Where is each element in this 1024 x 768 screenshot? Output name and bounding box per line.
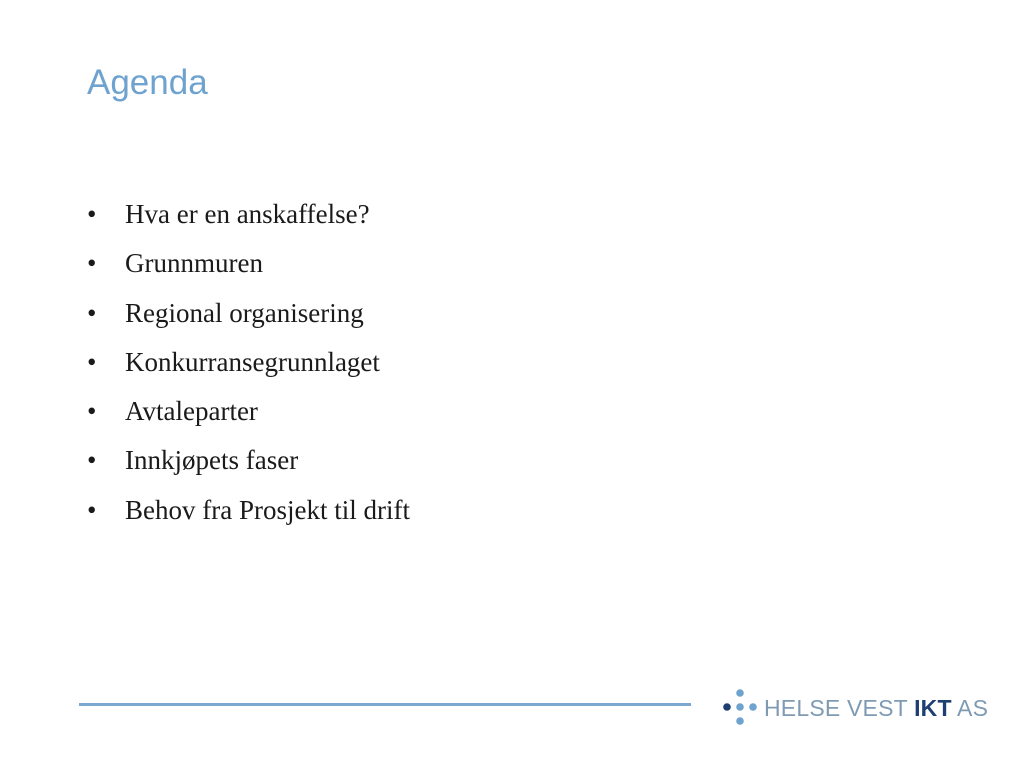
list-item-label: Avtaleparter [125,396,258,427]
list-item [87,245,410,294]
footer-divider [79,703,691,706]
list-item [87,344,410,393]
list-item [87,393,410,442]
list-item-label: Konkurransegrunnlaget [125,346,380,377]
bullet-icon: • [87,445,97,476]
list-item [87,492,410,541]
list-item [87,442,410,491]
bullet-icon: • [87,396,97,427]
list-item-label: Hva er en anskaffelse? [125,199,370,229]
list-item-label: Regional organisering [125,297,364,328]
list-item-label: Behov fra Prosjekt til drift [125,494,410,525]
company-logo [722,688,988,728]
agenda-list [87,196,410,541]
list-item-label: Grunnmuren [125,248,263,279]
logo-text [764,688,988,728]
page-title: Agenda [87,63,208,102]
logo-text-regular: HELSE VEST [764,695,915,721]
bullet-icon: • [87,346,97,377]
dot-cluster-logo-icon [722,688,758,728]
list-item-label: Innkjøpets faser [125,445,299,476]
list-item [87,295,410,344]
logo-text-suffix: AS [951,695,989,721]
bullet-icon: • [87,248,97,279]
logo-text-bold: IKT [914,695,952,721]
bullet-icon: • [87,297,97,328]
bullet-icon: • [87,199,97,229]
list-item [87,196,410,245]
bullet-icon: • [87,494,97,525]
